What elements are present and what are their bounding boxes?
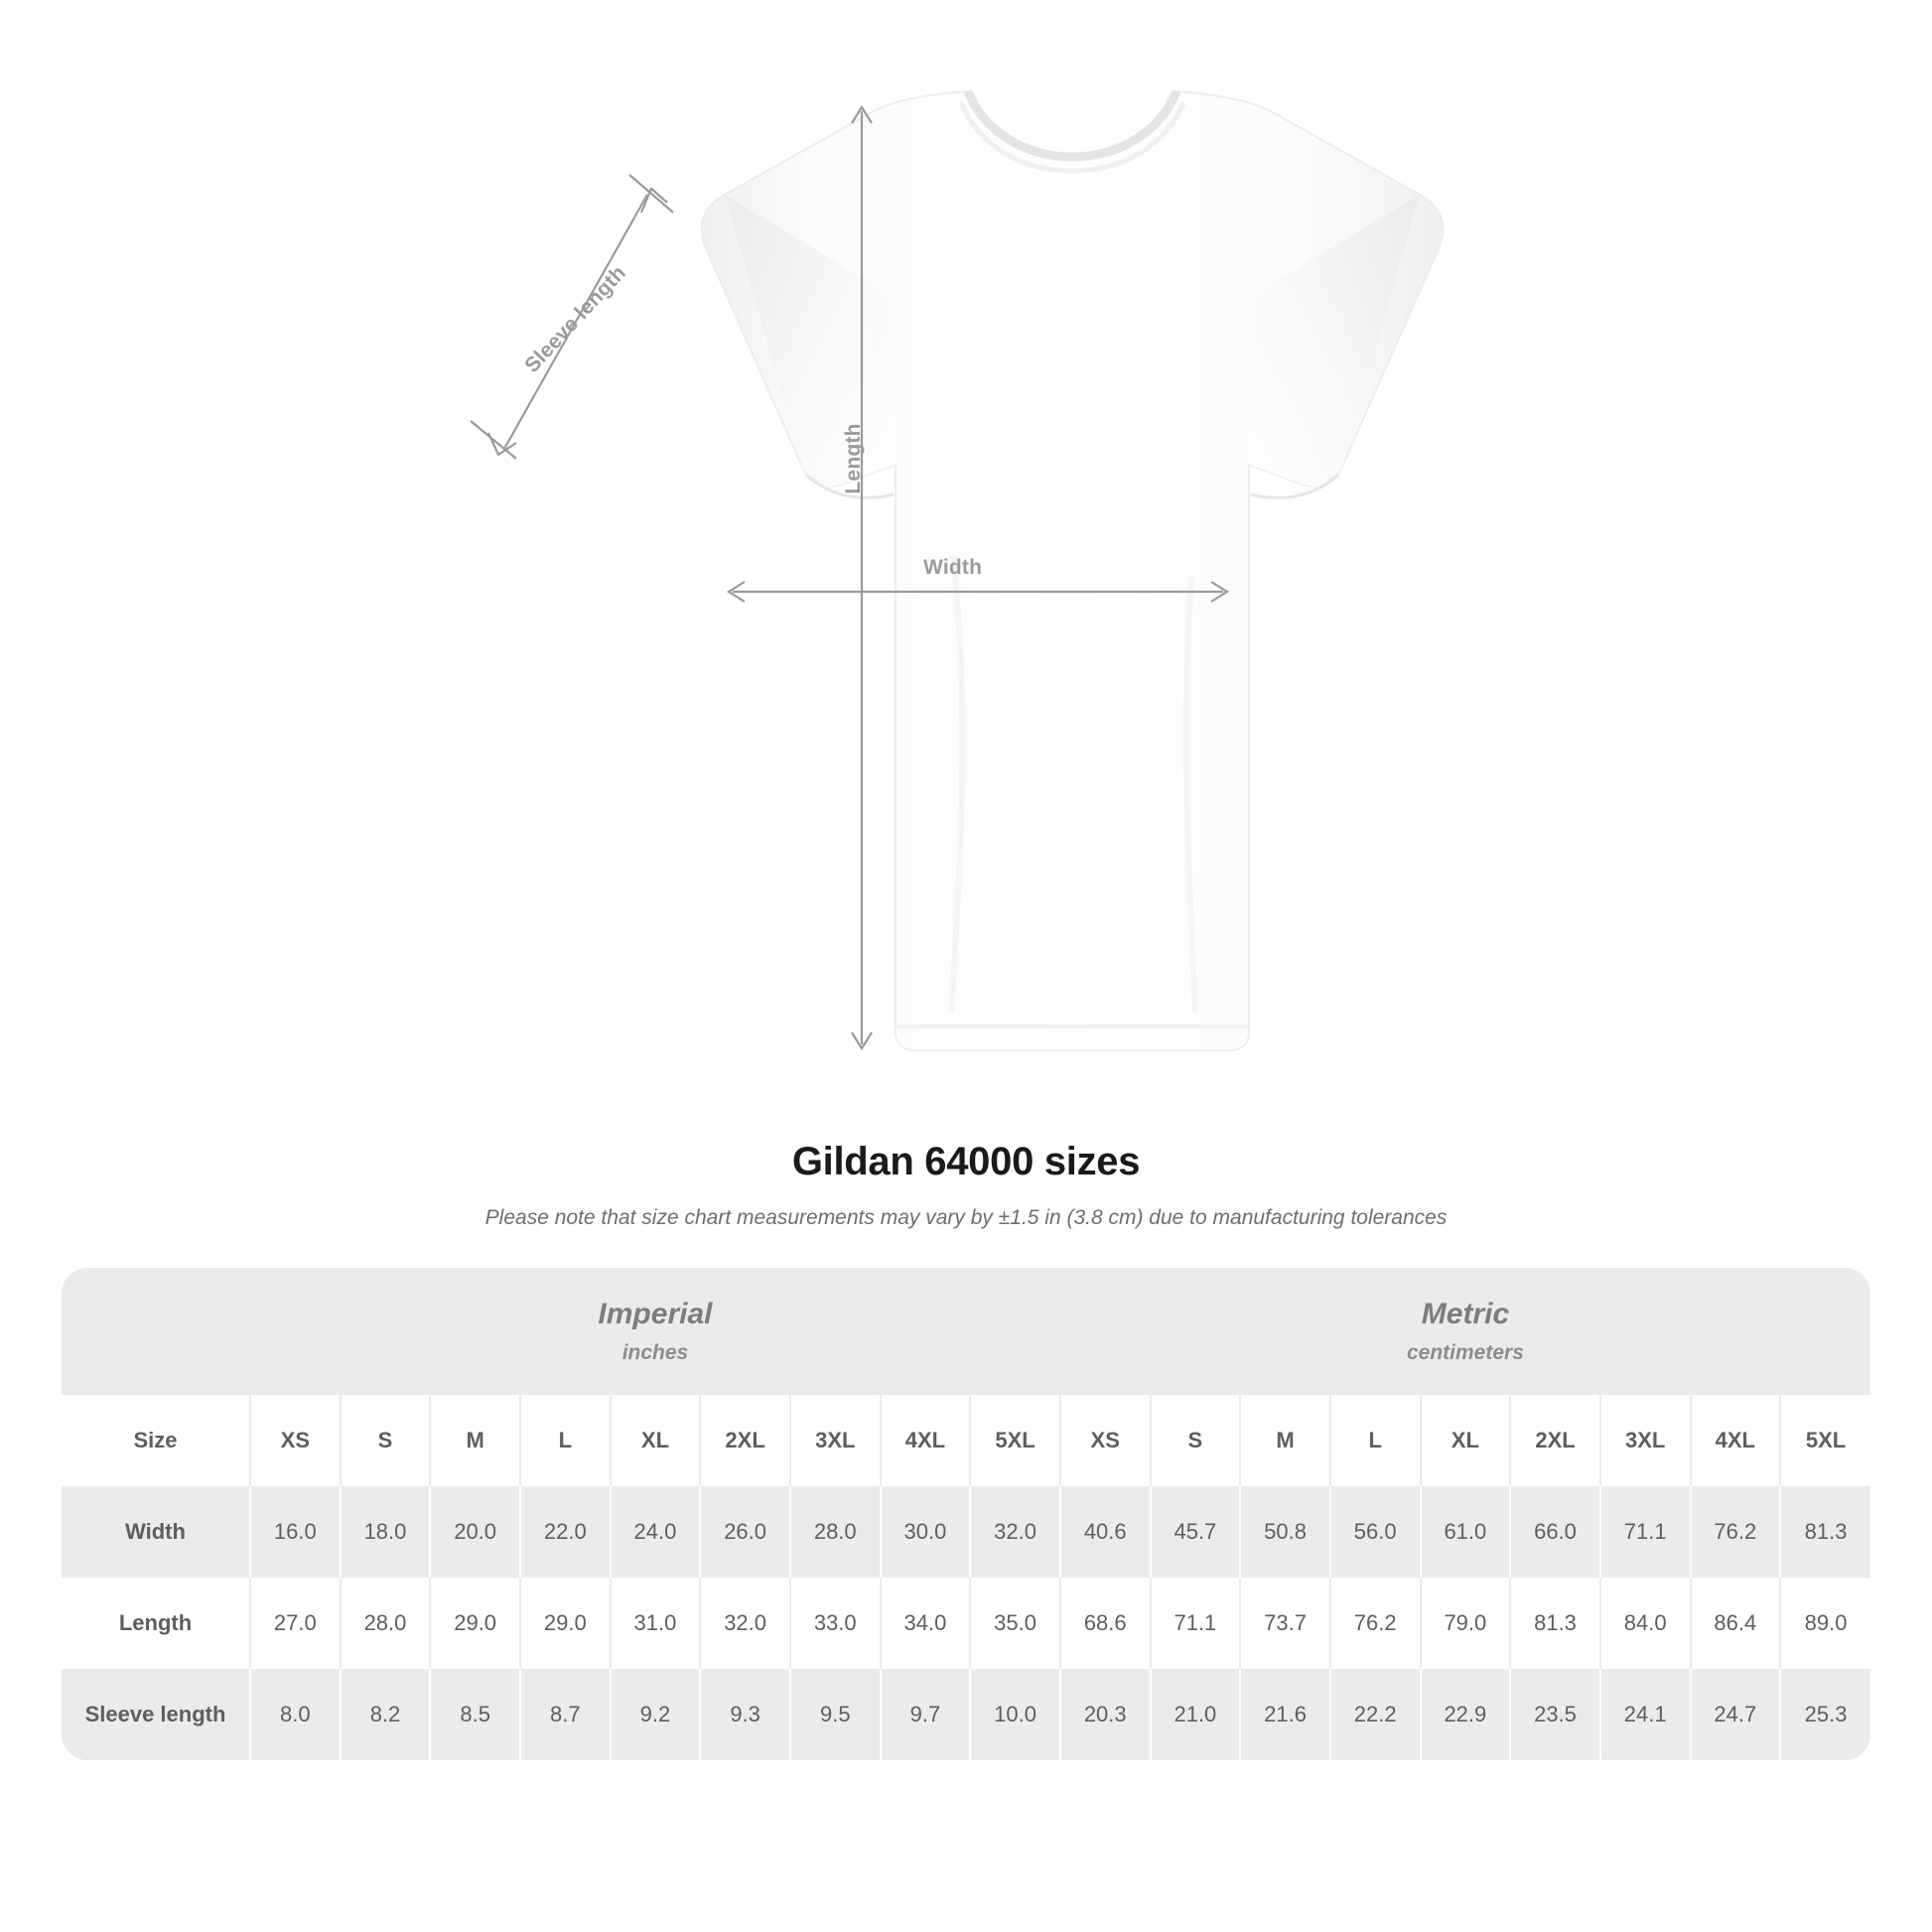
cell-sleeve-4: 9.2 [611, 1669, 701, 1760]
table-row [62, 1669, 1870, 1760]
cell-sleeve-16: 24.7 [1691, 1669, 1781, 1760]
cell-sleeve-0: 8.0 [250, 1669, 341, 1760]
cell-sleeve-7: 9.7 [881, 1669, 971, 1760]
size-col-13: XL [1421, 1395, 1511, 1486]
cell-width-8: 32.0 [970, 1486, 1060, 1578]
cell-length-17: 89.0 [1780, 1578, 1870, 1669]
cell-width-2: 20.0 [430, 1486, 520, 1578]
cell-width-3: 22.0 [520, 1486, 611, 1578]
cell-width-12: 56.0 [1330, 1486, 1421, 1578]
unit-group-imperial-sub: inches [621, 1341, 689, 1364]
cell-sleeve-13: 22.9 [1421, 1669, 1511, 1760]
unit-group-imperial [250, 1268, 1060, 1395]
size-col-8: 5XL [970, 1395, 1060, 1486]
cell-length-14: 81.3 [1510, 1578, 1600, 1669]
cell-length-2: 29.0 [430, 1578, 520, 1669]
size-col-5: 2XL [700, 1395, 790, 1486]
cell-width-14: 66.0 [1510, 1486, 1600, 1578]
cell-length-11: 73.7 [1240, 1578, 1330, 1669]
cell-length-16: 86.4 [1691, 1578, 1781, 1669]
size-col-3: L [520, 1395, 611, 1486]
cell-width-1: 18.0 [341, 1486, 431, 1578]
row-label-width: Width [62, 1486, 250, 1578]
cell-length-12: 76.2 [1330, 1578, 1421, 1669]
cell-sleeve-12: 22.2 [1330, 1669, 1421, 1760]
cell-width-10: 45.7 [1151, 1486, 1241, 1578]
cell-length-9: 68.6 [1060, 1578, 1151, 1669]
unit-header-row [62, 1268, 1870, 1395]
size-table-container [62, 1268, 1870, 1760]
cell-length-8: 35.0 [970, 1578, 1060, 1669]
size-col-2: M [430, 1395, 520, 1486]
size-col-11: M [1240, 1395, 1330, 1486]
cell-width-5: 26.0 [700, 1486, 790, 1578]
cell-length-1: 28.0 [341, 1578, 431, 1669]
size-col-6: 3XL [790, 1395, 881, 1486]
cell-width-13: 61.0 [1421, 1486, 1511, 1578]
cell-width-0: 16.0 [250, 1486, 341, 1578]
chart-heading [0, 1140, 1932, 1230]
unit-group-metric-sub: centimeters [1407, 1341, 1524, 1364]
size-header-cell: Size [62, 1395, 250, 1486]
size-col-9: XS [1060, 1395, 1151, 1486]
cell-sleeve-1: 8.2 [341, 1669, 431, 1760]
size-col-16: 4XL [1691, 1395, 1781, 1486]
cell-width-4: 24.0 [611, 1486, 701, 1578]
tolerance-note: Please note that size chart measurements may vary by ±1.5 in (3.8 cm) due to manufacturing tolerances [484, 1206, 1448, 1229]
row-label-sleeve-length: Sleeve length [62, 1669, 250, 1760]
length-label: Length [842, 423, 865, 494]
cell-length-7: 34.0 [881, 1578, 971, 1669]
size-col-15: 3XL [1600, 1395, 1691, 1486]
cell-width-15: 71.1 [1600, 1486, 1691, 1578]
cell-sleeve-9: 20.3 [1060, 1669, 1151, 1760]
cell-length-0: 27.0 [250, 1578, 341, 1669]
unit-group-metric-name: Metric [1421, 1298, 1510, 1330]
cell-length-10: 71.1 [1151, 1578, 1241, 1669]
sleeve-length-label: Sleeve length [520, 261, 631, 377]
table-row [62, 1486, 1870, 1578]
cell-width-6: 28.0 [790, 1486, 881, 1578]
cell-length-6: 33.0 [790, 1578, 881, 1669]
cell-width-16: 76.2 [1691, 1486, 1781, 1578]
size-col-4: XL [611, 1395, 701, 1486]
cell-sleeve-15: 24.1 [1600, 1669, 1691, 1760]
unit-corner-cell [62, 1268, 250, 1395]
cell-width-11: 50.8 [1240, 1486, 1330, 1578]
cell-sleeve-6: 9.5 [790, 1669, 881, 1760]
cell-sleeve-17: 25.3 [1780, 1669, 1870, 1760]
row-label-length: Length [62, 1578, 250, 1669]
size-col-14: 2XL [1510, 1395, 1600, 1486]
size-col-1: S [341, 1395, 431, 1486]
cell-length-15: 84.0 [1600, 1578, 1691, 1669]
cell-length-13: 79.0 [1421, 1578, 1511, 1669]
cell-length-5: 32.0 [700, 1578, 790, 1669]
size-col-17: 5XL [1780, 1395, 1870, 1486]
size-col-12: L [1330, 1395, 1421, 1486]
cell-length-4: 31.0 [611, 1578, 701, 1669]
unit-group-imperial-name: Imperial [598, 1298, 713, 1330]
width-label: Width [923, 556, 983, 579]
cell-width-17: 81.3 [1780, 1486, 1870, 1578]
size-table [62, 1268, 1870, 1760]
cell-width-9: 40.6 [1060, 1486, 1151, 1578]
size-col-10: S [1151, 1395, 1241, 1486]
size-col-7: 4XL [881, 1395, 971, 1486]
size-header-row [62, 1395, 1870, 1486]
unit-group-metric [1060, 1268, 1870, 1395]
cell-sleeve-2: 8.5 [430, 1669, 520, 1760]
cell-sleeve-14: 23.5 [1510, 1669, 1600, 1760]
cell-sleeve-10: 21.0 [1151, 1669, 1241, 1760]
page-title: Gildan 64000 sizes [791, 1140, 1141, 1183]
size-col-0: XS [250, 1395, 341, 1486]
cell-width-7: 30.0 [881, 1486, 971, 1578]
cell-sleeve-5: 9.3 [700, 1669, 790, 1760]
cell-sleeve-3: 8.7 [520, 1669, 611, 1760]
cell-length-3: 29.0 [520, 1578, 611, 1669]
cell-sleeve-11: 21.6 [1240, 1669, 1330, 1760]
table-row [62, 1578, 1870, 1669]
cell-sleeve-8: 10.0 [970, 1669, 1060, 1760]
